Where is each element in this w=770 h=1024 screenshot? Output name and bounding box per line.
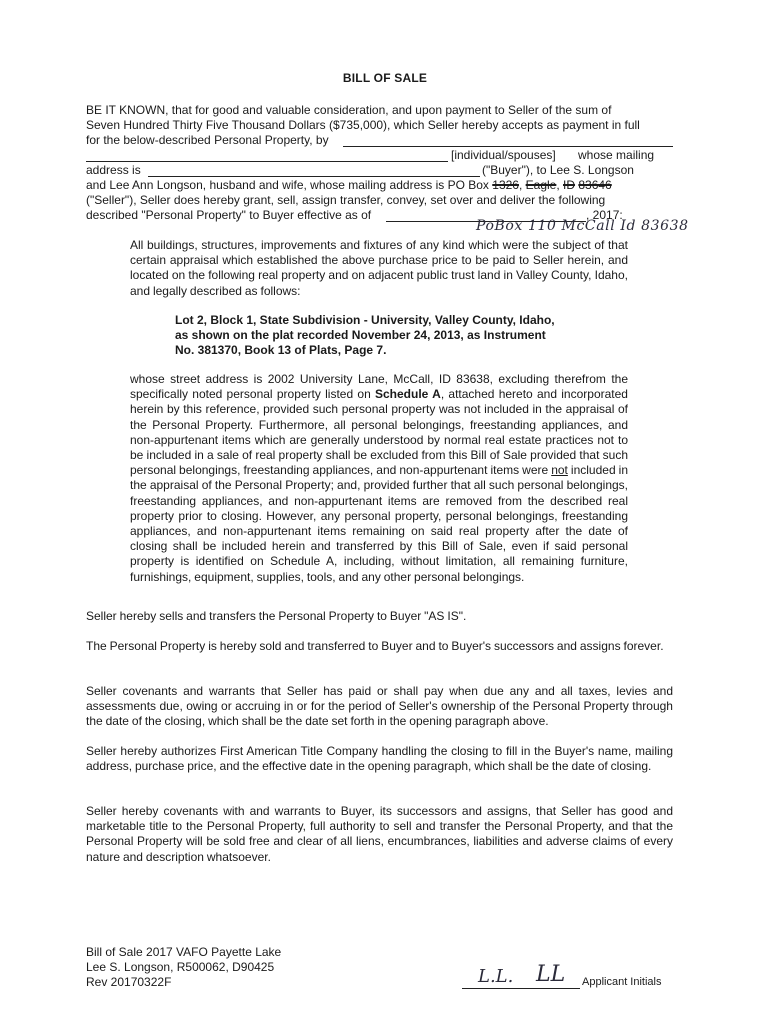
intro-line-7: ("Seller"), Seller does hereby grant, sell, assign transfer, convey, set over and deliver the following: [86, 193, 606, 207]
seller-address-text: and Lee Ann Longson, husband and wife, whose mailing address is PO Box: [86, 178, 493, 192]
buyer-address-blank: [148, 176, 480, 177]
struck-po-box: 1326: [492, 178, 519, 192]
street-para-part-2: , attached hereto and incorporated herein by this reference, provided such personal property was not included in the appraisal of the Personal Property. Furthermore, all personal belongings, freestanding appliances, and non-appurtenant items which are generally understood by normal real estate practices not to be included in a sale of real property shall be excluded from this Bill of Sale provided that such personal belongings, freestanding appliances, and non-appurtenant items were: [130, 387, 628, 478]
intro-line-8: described "Personal Property" to Buyer effective as of: [86, 208, 372, 222]
not-underlined: not: [551, 463, 568, 478]
street-para-part-1: whose street address is 2002 University Lane, McCall, ID 83638, excluding therefrom the specifically noted personal property listed on: [130, 372, 628, 402]
struck-zip: 83646: [578, 178, 612, 192]
initials-line: [462, 988, 580, 989]
covenants-paragraph: Seller hereby covenants with and warrants to Buyer, its successors and assigns, that Seller has good and marketable title to the Personal Property, full authority to sell and transfer the Personal Property, and that the Personal Property will be sold free and clear of all liens, encumbrances, liabilities and adverse claims of every nature and description whatsoever.: [86, 804, 673, 864]
whose-mailing-text: whose mailing: [578, 148, 655, 162]
buyer-tail-text: ("Buyer"), to Lee S. Longson: [482, 163, 634, 177]
handwritten-address: PoBox 110 McCall Id 83638: [476, 218, 689, 234]
buildings-paragraph: All buildings, structures, improvements and fixtures of any kind which were the subject of that certain appraisal which established the above purchase price to be paid to Seller herein, and located on the following real property and on adjacent public trust land in Valley County, Idaho, and legally described as follows:: [130, 238, 628, 298]
intro-line-1: BE IT KNOWN, that for good and valuable consideration, and upon payment to Seller of the sum of: [86, 103, 612, 117]
footer-line-1: Bill of Sale 2017 VAFO Payette Lake: [86, 945, 282, 959]
document-title: BILL OF SALE: [342, 71, 428, 85]
address-is-text: address is: [86, 163, 141, 177]
schedule-a-ref: Schedule A: [375, 387, 441, 402]
applicant-initials-label: Applicant Initials: [582, 976, 662, 988]
buyer-name-blank-2: [86, 161, 448, 162]
legal-description-line-2: as shown on the plat recorded November 24, 2013, as Instrument: [175, 328, 546, 342]
taxes-paragraph: Seller covenants and warrants that Seller has paid or shall pay when due any and all taxes, levies and assessments due, owing or accruing in or for the period of Seller's ownership of the Personal Property through the date of the closing, which shall be the date set forth in the opening paragraph above.: [86, 684, 673, 729]
footer-line-2: Lee S. Longson, R500062, D90425: [86, 960, 275, 974]
footer-line-3: Rev 20170322F: [86, 975, 172, 989]
year-text: , 2017:: [586, 208, 623, 222]
intro-line-3: for the below-described Personal Property, by: [86, 133, 329, 147]
street-para-part-3: included in the appraisal of the Personal Property; and, provided further that all such personal belongings, freestanding appliances, and non-appurtenant items are removed from the described real property prior to closing. However, any personal property, personal belongings, freestanding appliances, and non-appurtenant items remaining on said real property after the date of closing shall be included herein and transferred by this Bill of Sale, even if said personal property is identified on Schedule A, including, without limitation, all remaining furniture, furnishings, equipment, supplies, tools, and any other personal belongings.: [130, 463, 628, 584]
intro-line-6: and Lee Ann Longson, husband and wife, whose mailing address is PO Box 1326, Eagle, ID 83646: [86, 178, 612, 192]
successors-paragraph: The Personal Property is hereby sold and transferred to Buyer and to Buyer's successors and assigns forever.: [86, 639, 664, 653]
legal-description-line-3: No. 381370, Book 13 of Plats, Page 7.: [175, 343, 387, 357]
intro-line-2: Seven Hundred Thirty Five Thousand Dollars ($735,000), which Seller hereby accepts as payment in full: [86, 118, 640, 132]
buyer-type-label: [individual/spouses]: [451, 148, 556, 162]
authorizes-paragraph: Seller hereby authorizes First American Title Company handling the closing to fill in the Buyer's name, mailing address, purchase price, and the effective date in the opening paragraph, which shall be the date of closing.: [86, 744, 673, 774]
buyer-name-blank: [343, 146, 673, 147]
street-address-paragraph: [130, 372, 628, 585]
legal-description-line-1: Lot 2, Block 1, State Subdivision - University, Valley County, Idaho,: [175, 313, 555, 327]
initials-signature-1: L.L.: [478, 966, 514, 987]
struck-city: Eagle: [525, 178, 557, 192]
as-is-paragraph: Seller hereby sells and transfers the Personal Property to Buyer "AS IS".: [86, 609, 467, 623]
initials-signature-2: LL: [536, 962, 566, 987]
struck-state: ID: [563, 178, 576, 192]
